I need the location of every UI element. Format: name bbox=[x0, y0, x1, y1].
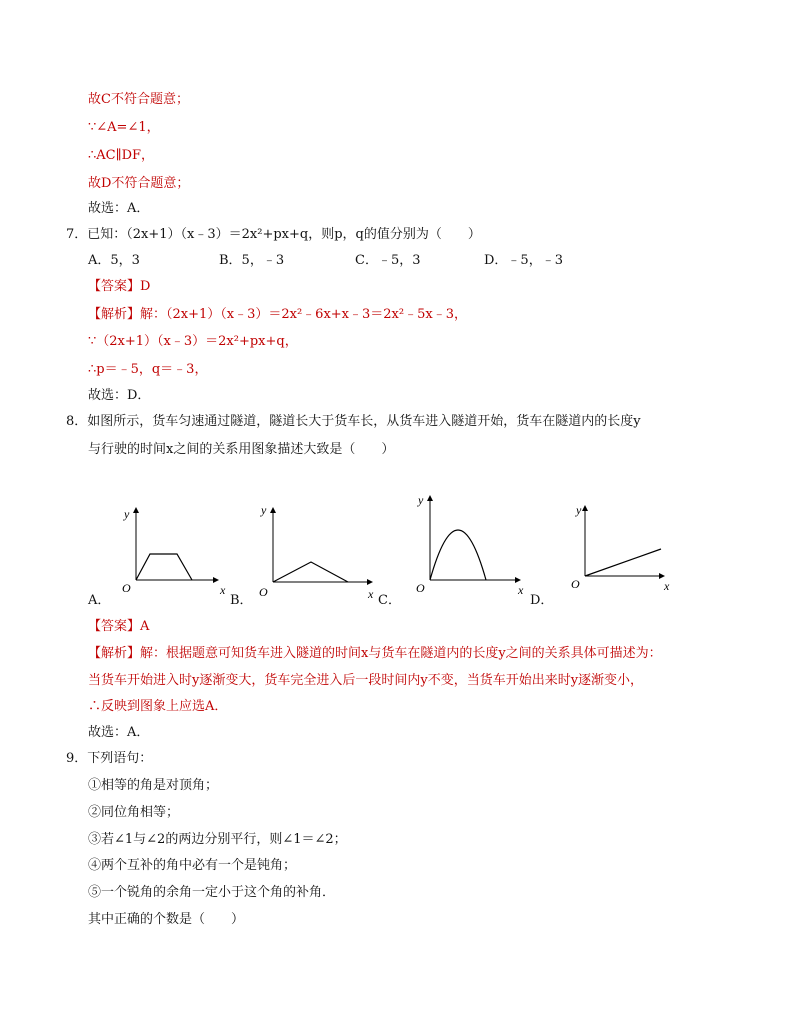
q8-choose: 故选：A． bbox=[88, 725, 150, 740]
graph-c-x-label: x bbox=[518, 583, 524, 597]
graph-d-option-label: D． bbox=[530, 593, 554, 608]
q9-item-3: ③若∠1与∠2的两边分别平行，则∠1＝∠2； bbox=[88, 832, 347, 847]
graph-a-x-label: x bbox=[220, 583, 226, 597]
graph-a-curve bbox=[136, 554, 192, 580]
graph-c-origin: O bbox=[416, 581, 425, 595]
q7-answer: 【答案】D bbox=[88, 279, 151, 294]
graph-c bbox=[416, 493, 524, 597]
q6-line-4: 故D不符合题意； bbox=[88, 176, 190, 191]
q9-item-2: ②同位角相等； bbox=[88, 805, 180, 820]
graph-b-option-label: B． bbox=[230, 593, 253, 608]
q9-item-5: ⑤一个锐角的余角一定小于这个角的补角． bbox=[88, 885, 336, 900]
q9-question: 其中正确的个数是（ ） bbox=[88, 912, 245, 927]
q7-analysis: 【解析】解：（2x+1）（x﹣3）＝2x²﹣6x+x﹣3＝2x²﹣5x﹣3， bbox=[88, 307, 467, 322]
q6-line-3: ∴AC∥DF， bbox=[88, 148, 155, 163]
graph-c-option-label: C． bbox=[378, 593, 401, 608]
q6-choose: 故选：A． bbox=[88, 201, 150, 216]
q8-stem-2: 与行驶的时间x之间的关系用图象描述大致是（ ） bbox=[88, 442, 395, 457]
q7-option-b: B．5，﹣3 bbox=[219, 253, 285, 268]
graph-b-y-label: y bbox=[261, 503, 267, 517]
q7-stem: 7．已知：（2x+1）（x﹣3）＝2x²+px+q，则p，q的值分别为（ ） bbox=[66, 227, 481, 242]
graph-a bbox=[122, 507, 226, 597]
graph-b-origin: O bbox=[259, 585, 268, 599]
q8-analysis-1: 【解析】解：根据题意可知货车进入隧道的时间x与货车在隧道内的长度y之间的关系具体可描述为： bbox=[88, 646, 662, 661]
graph-c-curve bbox=[430, 530, 486, 580]
graph-a-option-label: A． bbox=[88, 593, 111, 608]
graph-b bbox=[259, 503, 374, 601]
q7-option-a: A．5，3 bbox=[88, 253, 140, 268]
q9-stem: 9．下列语句： bbox=[66, 751, 153, 766]
q6-line-2: ∵∠A=∠1， bbox=[88, 120, 160, 135]
graph-b-curve bbox=[273, 562, 348, 582]
graph-c-y-label: y bbox=[418, 493, 424, 507]
graph-b-x-label: x bbox=[368, 587, 374, 601]
q8-answer: 【答案】A bbox=[88, 619, 150, 634]
graph-a-y-label: y bbox=[124, 507, 130, 521]
q9-item-4: ④两个互补的角中必有一个是钝角； bbox=[88, 858, 297, 873]
q6-line-1: 故C不符合题意； bbox=[88, 92, 189, 107]
graph-d-x-label: x bbox=[664, 579, 670, 593]
q8-analysis-3: ∴反映到图象上应选A． bbox=[88, 699, 228, 714]
graph-d bbox=[571, 503, 670, 593]
q8-analysis-2: 当货车开始进入时y逐渐变大，货车完全进入后一段时间内y不变，当货车开始出来时y逐渐变小， bbox=[88, 673, 644, 688]
q9-item-1: ①相等的角是对顶角； bbox=[88, 778, 219, 793]
graph-d-curve bbox=[585, 549, 661, 576]
q7-option-c: C．﹣5，3 bbox=[355, 253, 421, 268]
q7-option-d: D．﹣5，﹣3 bbox=[484, 253, 563, 268]
graph-d-y-label: y bbox=[576, 503, 582, 517]
graph-a-origin: O bbox=[122, 581, 131, 595]
q8-stem-1: 8．如图所示，货车匀速通过隧道，隧道长大于货车长，从货车进入隧道开始，货车在隧道内的长度y bbox=[66, 414, 641, 429]
q7-step-2: ∴p＝﹣5，q＝﹣3， bbox=[88, 362, 208, 377]
graph-d-origin: O bbox=[571, 577, 580, 591]
q7-choose: 故选：D． bbox=[88, 388, 151, 403]
q7-step-1: ∵（2x+1）（x﹣3）＝2x²+px+q， bbox=[88, 334, 298, 349]
